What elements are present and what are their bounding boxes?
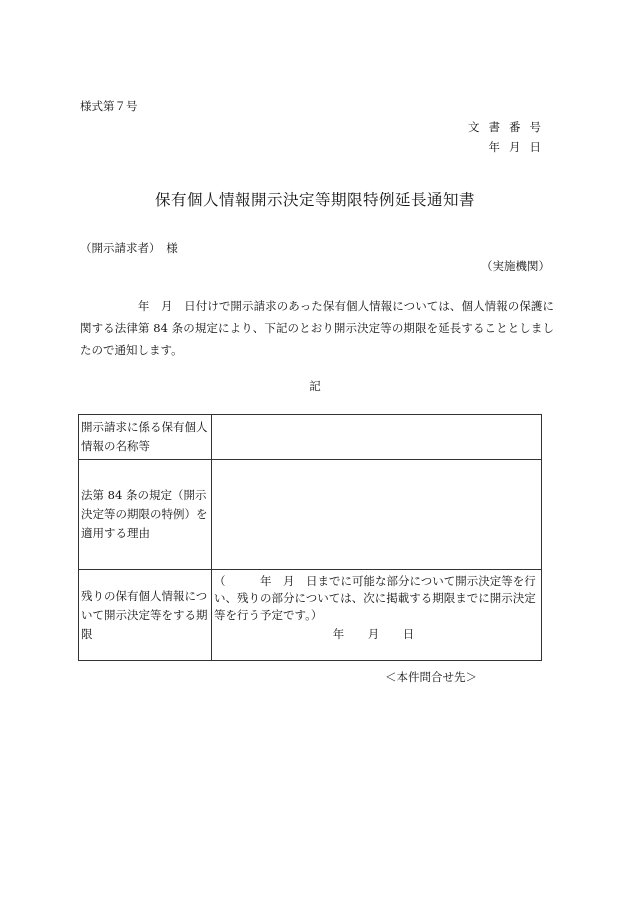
agency-line: （実施機関） (481, 259, 550, 273)
document-date-label: 年月日 (488, 140, 550, 154)
row-value-deadline (212, 570, 542, 661)
table-row (79, 415, 542, 460)
table-row (79, 460, 542, 570)
row-label-deadline: 残りの保有個人情報について開示決定等をする期限 (79, 570, 212, 661)
ki-heading: 記 (309, 379, 321, 393)
table-row (79, 570, 542, 661)
form-number: 様式第７号 (80, 99, 138, 113)
row-value-reason (212, 460, 542, 570)
row-label-reason: 法第 84 条の規定（開示決定等の期限の特例）を適用する理由 (79, 460, 212, 570)
contact-heading: ＜本件問合せ先＞ (385, 670, 477, 684)
deadline-date: 年 月 日 (332, 627, 421, 641)
row-label-info-name: 開示請求に係る保有個人情報の名称等 (79, 415, 212, 460)
body-paragraph: 年 月 日付けで開示請求のあった保有個人情報については、個人情報の保護に関する法律第 84 条の規定により、下記のとおり開示決定等の期限を延長することとしましたので通知します。 (80, 299, 554, 357)
document-number-label: 文書番号 (468, 120, 550, 134)
deadline-text: （ 年 月 日までに可能な部分について開示決定等を行い、残りの部分については、次に掲載する期限までに開示決定等を行う予定です。） (214, 574, 536, 622)
recipient-line: （開示請求者） 様 (80, 241, 178, 255)
notice-table (78, 414, 542, 661)
document-title: 保有個人情報開示決定等期限特例延長通知書 (154, 191, 475, 209)
row-value-info-name (212, 415, 542, 460)
